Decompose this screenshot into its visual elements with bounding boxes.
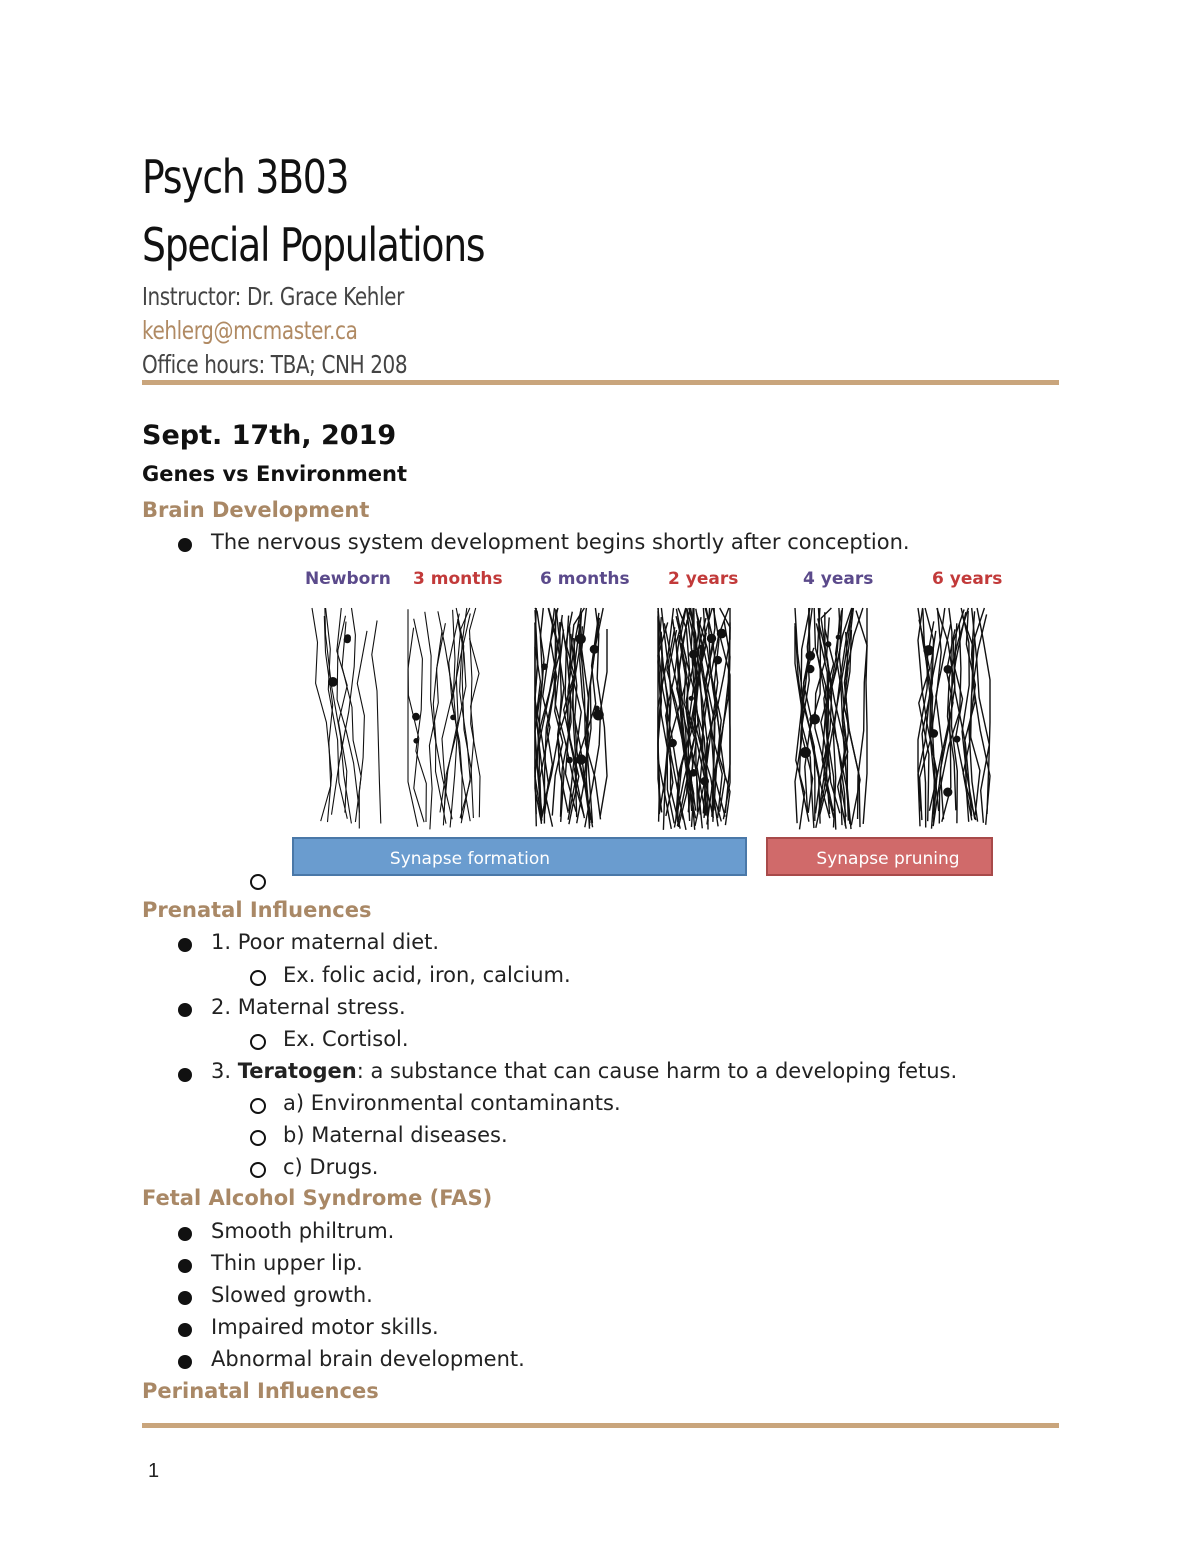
synapse-pruning-label: Synapse pruning <box>816 849 960 869</box>
section-heading-fas: Fetal Alcohol Syndrome (FAS) <box>142 1186 493 1210</box>
bullet-icon <box>178 1227 192 1241</box>
sub-bullet-icon <box>250 970 266 986</box>
bullet-icon <box>178 1259 192 1273</box>
synapse-formation-label: Synapse formation <box>389 849 551 869</box>
list-item: Thin upper lip. <box>211 1251 363 1275</box>
header-divider <box>142 380 1059 385</box>
instructor: Instructor: Dr. Grace Kehler <box>142 282 404 311</box>
sub-bullet-icon <box>250 1098 266 1114</box>
teratogen-definition: : a substance that can cause harm to a developing fetus. <box>356 1059 958 1083</box>
age-label: 6 months <box>540 569 630 589</box>
list-item: The nervous system development begins shortly after conception. <box>211 530 910 554</box>
list-item: Slowed growth. <box>211 1283 373 1307</box>
bullet-icon <box>178 938 192 952</box>
sub-bullet-icon <box>250 874 266 890</box>
neuron-column <box>535 608 607 829</box>
bullet-icon <box>178 1323 192 1337</box>
section-heading-prenatal: Prenatal Influences <box>142 898 372 922</box>
instructor-email[interactable]: kehlerg@mcmaster.ca <box>142 316 358 345</box>
age-label: 3 months <box>413 569 503 589</box>
sub-bullet-icon <box>250 1162 266 1178</box>
age-label: 6 years <box>932 569 1003 589</box>
list-item: Abnormal brain development. <box>211 1347 525 1371</box>
bullet-icon <box>178 1068 192 1082</box>
synapse-development-figure <box>290 560 1003 882</box>
list-item: 2. Maternal stress. <box>211 995 406 1019</box>
sub-list-item: Ex. folic acid, iron, calcium. <box>283 963 571 987</box>
teratogen-term: Teratogen <box>237 1059 357 1083</box>
office-hours: Office hours: TBA; CNH 208 <box>142 350 408 379</box>
list-item: Impaired motor skills. <box>211 1315 439 1339</box>
bullet-icon <box>178 1291 192 1305</box>
section-heading-brain-development: Brain Development <box>142 498 370 522</box>
sub-bullet-icon <box>250 1034 266 1050</box>
sub-list-item: Ex. Cortisol. <box>283 1027 409 1051</box>
age-label: 4 years <box>803 569 874 589</box>
bullet-icon <box>178 1355 192 1369</box>
page-number: 1 <box>148 1460 160 1482</box>
list-item-teratogen <box>211 1059 957 1083</box>
bullet-icon <box>178 538 192 552</box>
item-prefix: 3. <box>211 1059 238 1083</box>
neuron-column <box>918 608 990 829</box>
bullet-icon <box>178 1003 192 1017</box>
section-heading-perinatal: Perinatal Influences <box>142 1379 379 1403</box>
neuron-column <box>658 608 730 830</box>
neuron-column <box>795 608 867 830</box>
lecture-topic: Genes vs Environment <box>142 462 408 486</box>
age-label: 2 years <box>668 569 739 589</box>
course-code: Psych 3B03 <box>142 150 349 204</box>
neuron-column <box>312 608 381 829</box>
age-label: Newborn <box>305 569 391 589</box>
footer-divider <box>142 1423 1059 1428</box>
sub-list-item: c) Drugs. <box>283 1155 379 1179</box>
list-item: 1. Poor maternal diet. <box>211 930 440 954</box>
neuron-column <box>408 608 480 829</box>
list-item: Smooth philtrum. <box>211 1219 395 1243</box>
sub-list-item: b) Maternal diseases. <box>283 1123 508 1147</box>
sub-bullet-icon <box>250 1130 266 1146</box>
course-title: Special Populations <box>142 218 485 272</box>
lecture-date: Sept. 17th, 2019 <box>142 420 397 451</box>
sub-list-item: a) Environmental contaminants. <box>283 1091 621 1115</box>
